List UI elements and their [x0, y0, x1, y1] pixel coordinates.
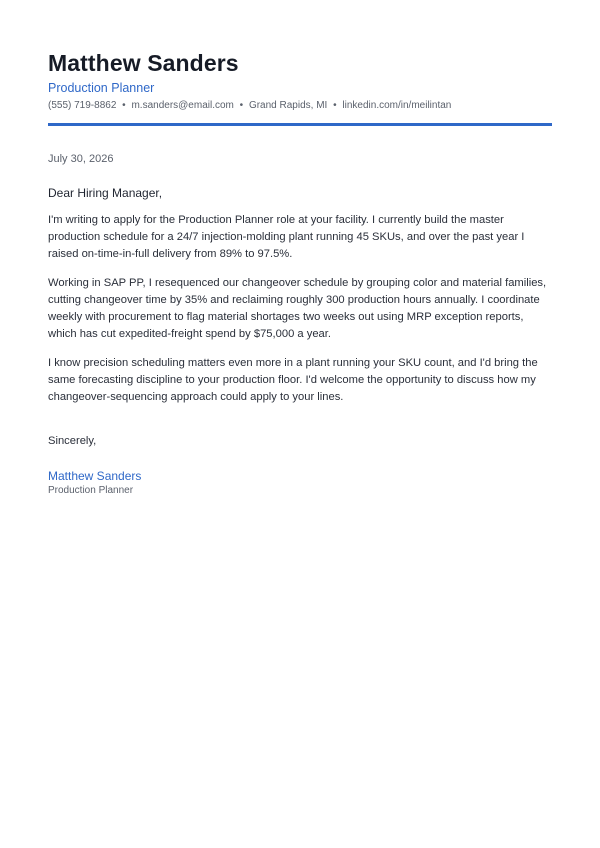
signature-name: Matthew Sanders: [48, 469, 142, 484]
signature-title: Production Planner: [48, 485, 134, 497]
closing: Sincerely,: [48, 435, 97, 448]
letter-header: [48, 48, 552, 126]
contact-email: m.sanders@email.com: [131, 100, 234, 111]
contact-separator: •: [239, 100, 244, 111]
signature-block: [48, 468, 552, 498]
contact-linkedin: linkedin.com/in/meilintan: [342, 100, 452, 111]
letter-body: [48, 212, 552, 406]
contact-separator: •: [333, 100, 337, 111]
letter-date: July 30, 2026: [48, 153, 114, 165]
contact-location: Grand Rapids, MI: [248, 100, 328, 111]
body-paragraph: Working in SAP PP, I resequenced our changeover schedule by grouping color and material families, cutting changeover time by 35% and reclaiming roughly 300 production hours annually. I coordinate weekly with procurement to flag material shortages two weeks out using MRP exception reports, which has cut expedited-freight spend by $75,000 a year.: [48, 276, 547, 341]
cover-letter-page: [48, 48, 552, 498]
applicant-name: Matthew Sanders: [48, 50, 239, 76]
applicant-title: Production Planner: [48, 81, 155, 95]
salutation: Dear Hiring Manager,: [48, 186, 163, 200]
body-paragraph: I know precision scheduling matters even more in a plant running your SKU count, and I'd bring the same forecasting discipline to your production floor. I'd welcome the opportunity to discuss how my changeover-sequencing approach could apply to your lines.: [48, 356, 538, 404]
contact-phone: (555) 719-8862: [48, 100, 117, 111]
body-paragraph: I'm writing to apply for the Production Planner role at your facility. I currently build the master production schedule for a 24/7 injection-molding plant running 45 SKUs, and over the past year I raised on-time-in-full delivery from 89% to 97.5%.: [48, 214, 525, 261]
header-divider: [48, 123, 552, 126]
contact-separator: •: [122, 100, 126, 111]
contact-line: [48, 99, 552, 113]
